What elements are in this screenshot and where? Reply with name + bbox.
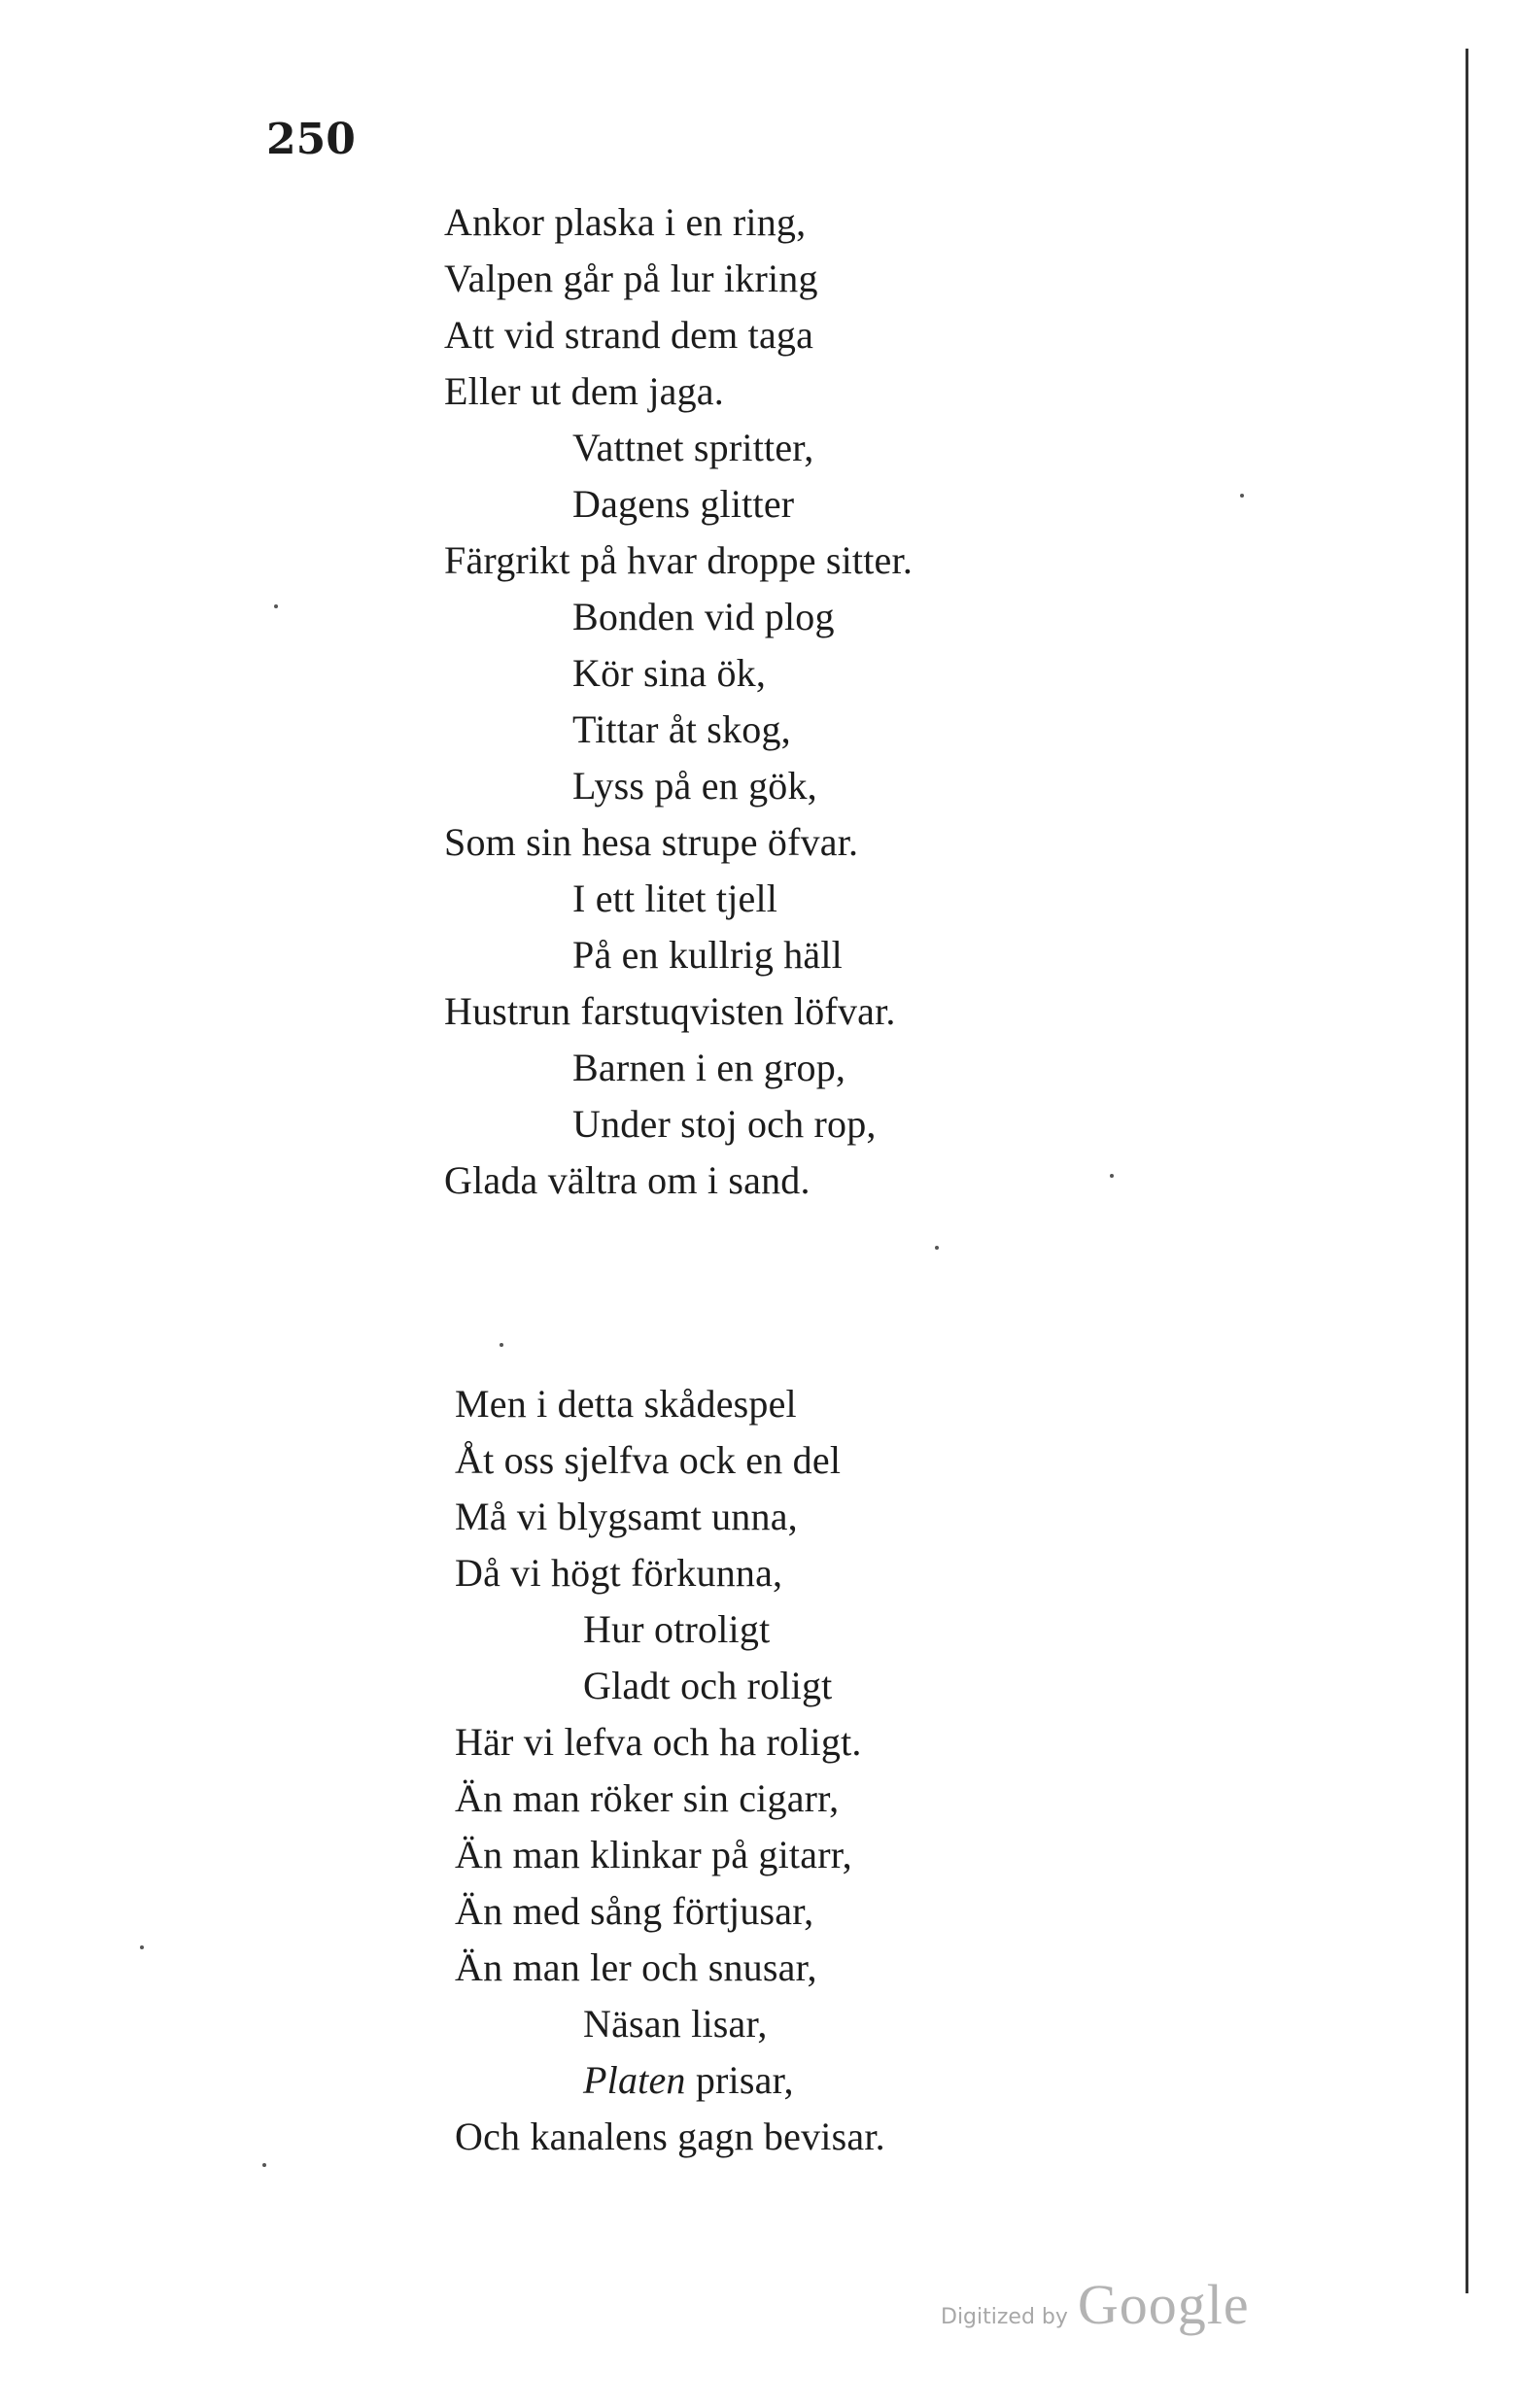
poem-line: Valpen går på lur ikring: [444, 257, 818, 300]
poem-line: Bonden vid plog: [572, 595, 835, 638]
scan-speck: [1240, 494, 1244, 498]
poem-line: Än man klinkar på gitarr,: [455, 1833, 852, 1876]
page-number: 250: [266, 115, 356, 164]
digitized-watermark: [941, 2272, 1250, 2340]
scan-speck: [262, 2163, 266, 2167]
poem-line: Tittar åt skog,: [572, 707, 791, 751]
poem-line: Kör sina ök,: [572, 651, 767, 695]
poem-line: Eller ut dem jaga.: [444, 369, 724, 413]
scan-speck: [274, 604, 278, 608]
poem-line: Hustrun farstuqvisten löfvar.: [444, 989, 896, 1033]
poem-line: Som sin hesa strupe öfvar.: [444, 820, 859, 864]
line-rest: prisar,: [685, 2058, 794, 2102]
poem-line: Under stoj och rop,: [572, 1102, 877, 1146]
poem-line: [455, 2052, 1135, 2109]
poem-line: Färgrikt på hvar droppe sitter.: [444, 538, 914, 582]
page-edge-rule: [1466, 49, 1468, 2293]
poem-line: Hur otroligt: [583, 1607, 771, 1651]
poem-line: Men i detta skådespel: [455, 1382, 797, 1426]
scan-speck: [935, 1246, 939, 1250]
poem-line: Dagens glitter: [572, 482, 795, 526]
poem-line: Här vi lefva och ha roligt.: [455, 1720, 862, 1764]
poem-line: Åt oss sjelfva ock en del: [455, 1438, 842, 1482]
poem-line: Lyss på en gök,: [572, 764, 817, 808]
scan-speck: [500, 1343, 503, 1347]
poem-line: Glada vältra om i sand.: [444, 1158, 811, 1202]
poem-line: Ankor plaska i en ring,: [444, 200, 807, 244]
poem-line: Må vi blygsamt unna,: [455, 1495, 798, 1538]
poem-line: Än med sång förtjusar,: [455, 1889, 814, 1933]
google-logo: Google: [1077, 2273, 1250, 2336]
digitized-prefix: Digitized by: [941, 2305, 1068, 2329]
italic-name: Platen: [583, 2058, 686, 2102]
stanza-1: [444, 194, 1124, 1209]
poem-line: Än man röker sin cigarr,: [455, 1776, 840, 1820]
poem-line: Barnen i en grop,: [572, 1046, 846, 1089]
scan-speck: [1110, 1174, 1114, 1178]
poem-line: Och kanalens gagn bevisar.: [455, 2115, 885, 2158]
poem-line: På en kullrig häll: [572, 933, 843, 977]
poem-line: Än man ler och snusar,: [455, 1945, 817, 1989]
poem-line: Då vi högt förkunna,: [455, 1551, 783, 1595]
poem-line: Att vid strand dem taga: [444, 313, 814, 357]
poem-line: I ett litet tjell: [572, 877, 778, 920]
poem-line: Vattnet spritter,: [572, 426, 814, 469]
stanza-2: [455, 1376, 1135, 2165]
poem-line: Gladt och roligt: [583, 1664, 833, 1707]
scan-speck: [140, 1945, 144, 1949]
poem-line: Näsan lisar,: [583, 2002, 768, 2046]
